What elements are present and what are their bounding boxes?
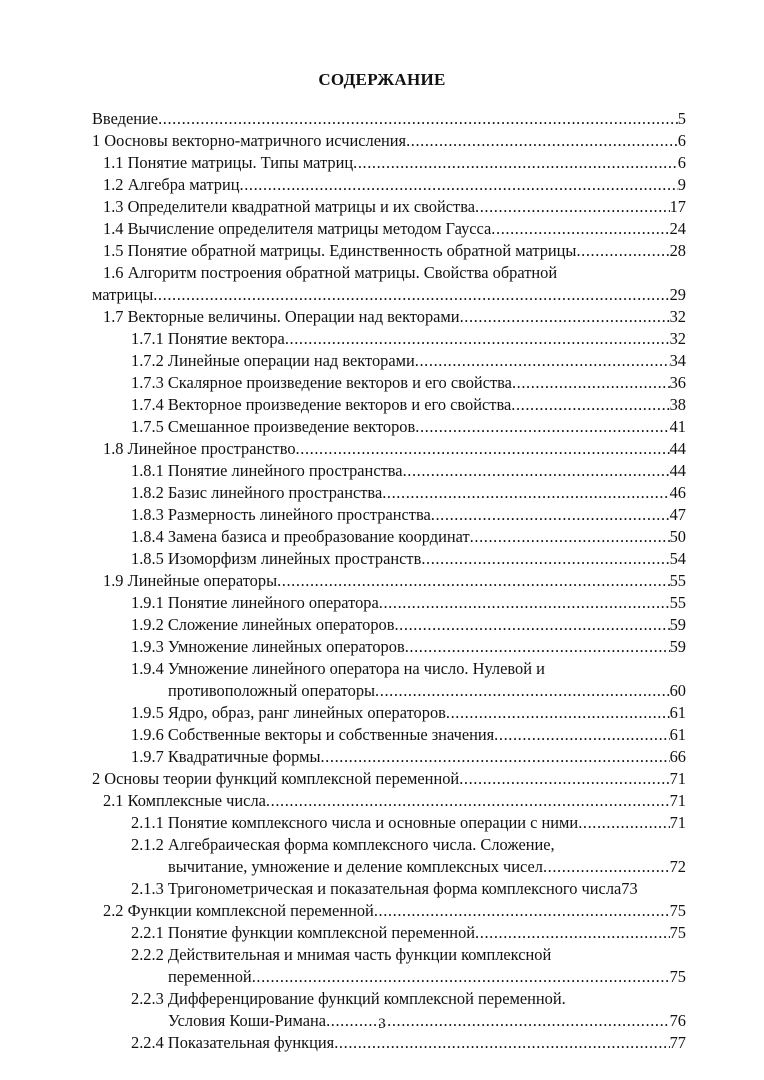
toc-entry[interactable] [92, 284, 686, 306]
toc-entry-title: 1.5 Понятие обратной матрицы. Единственность обратной матрицы [103, 241, 577, 260]
toc-entry-page: 44 [669, 461, 686, 480]
toc-dot-leader [511, 394, 669, 416]
toc-entry-page: 32 [669, 307, 686, 326]
toc-dot-leader [475, 922, 670, 944]
toc-dot-leader [334, 1032, 669, 1054]
toc-entry-line1[interactable] [131, 834, 686, 856]
toc-entry[interactable] [168, 680, 686, 702]
toc-entry-page: 38 [669, 395, 686, 414]
toc-entry-title: 1.9.1 Понятие линейного оператора [131, 593, 379, 612]
toc-entry-page: 71 [669, 813, 686, 832]
toc-dot-leader [403, 460, 670, 482]
toc-entry[interactable] [131, 350, 686, 372]
toc-entry-title: 1.8.3 Размерность линейного пространства [131, 505, 431, 524]
toc-entry-title: 1.9.3 Умножение линейных операторов [131, 637, 405, 656]
toc-entry-page: 32 [669, 329, 686, 348]
toc-entry-title-cont: противоположный операторы [168, 681, 376, 700]
toc-entry[interactable] [131, 746, 686, 768]
toc-entry-page: 9 [677, 175, 686, 194]
toc-dot-leader [405, 636, 670, 658]
toc-entry-title-cont: Условия Коши-Римана [168, 1011, 327, 1030]
toc-dot-leader [406, 130, 678, 152]
toc-entry[interactable] [131, 526, 686, 548]
toc-entry-page: 36 [669, 373, 686, 392]
toc-entry[interactable] [131, 548, 686, 570]
toc-entry-title: 1 Оосновы векторно-матричного исчисления [92, 131, 407, 150]
toc-dot-leader [431, 504, 670, 526]
toc-entry[interactable] [103, 240, 686, 262]
toc-entry-title: 1.9.5 Ядро, образ, ранг линейных операторов [131, 703, 446, 722]
toc-entry-page: 34 [669, 351, 686, 370]
toc-entry-page: 61 [669, 725, 686, 744]
toc-dot-leader [153, 284, 669, 306]
toc-dot-leader [576, 240, 669, 262]
toc-entry-title: 1.9.6 Собственные векторы и собственные значения [131, 725, 495, 744]
toc-entry-page: 46 [669, 483, 686, 502]
toc-entry-title: 1.8.5 Изоморфизм линейных пространств [131, 549, 422, 568]
toc-entry-page: 75 [669, 901, 686, 920]
toc-entry-page: 76 [669, 1011, 686, 1030]
toc-entry-title: 2.1.1 Понятие комплексного числа и основные операции с ними [131, 813, 579, 832]
toc-dot-leader [374, 900, 670, 922]
toc-dot-leader [353, 152, 678, 174]
toc-entry[interactable] [103, 174, 686, 196]
toc-entry-title-cont: переменной [168, 967, 252, 986]
toc-entry-page: 71 [669, 769, 686, 788]
toc-dot-leader [375, 680, 670, 702]
toc-dot-leader [459, 768, 669, 790]
toc-entry-title: 2.1.2 Алгебраическая форма комплексного числа. Сложение, [131, 835, 555, 854]
toc-dot-leader [543, 856, 670, 878]
toc-entry-title: 1.7.5 Смешанное произведение векторов [131, 417, 416, 436]
toc-entry-title: 2.2.3 Дифференцирование функций комплексной переменной. [131, 989, 566, 1008]
toc-dot-leader [446, 702, 670, 724]
toc-dot-leader [415, 350, 670, 372]
toc-entry[interactable] [131, 504, 686, 526]
toc-dot-leader [240, 174, 678, 196]
toc-entry-page: 59 [669, 637, 686, 656]
toc-entry-page: 60 [669, 681, 686, 700]
toc-entry-title: 1.7.4 Векторное произведение векторов и его свойства [131, 395, 512, 414]
toc-entry-line1[interactable] [131, 988, 686, 1010]
toc-entry-page: 75 [669, 923, 686, 942]
toc-entry-page: 54 [669, 549, 686, 568]
toc-entry-title-cont: вычитание, умножение и деление комплексных чисел [168, 857, 543, 876]
toc-entry[interactable] [168, 966, 686, 988]
toc-dot-leader [320, 746, 669, 768]
toc-dot-leader [158, 108, 678, 130]
toc-entry-page: 75 [669, 967, 686, 986]
toc-entry[interactable] [168, 856, 686, 878]
toc-entry-page: 44 [669, 439, 686, 458]
toc-entry-page: 66 [669, 747, 686, 766]
toc-entry-title: 1.2 Алгебра матриц [103, 175, 240, 194]
toc-entry-page: 55 [669, 571, 686, 590]
toc-entry[interactable] [103, 790, 686, 812]
toc-entry-line1[interactable] [103, 262, 686, 284]
toc-entry[interactable] [131, 394, 686, 416]
toc-dot-leader [475, 196, 670, 218]
toc-entry-page: 17 [669, 197, 686, 216]
toc-entry-title: 1.7.2 Линейные операции над векторами [131, 351, 415, 370]
toc-entry[interactable] [131, 724, 686, 746]
toc-entry-page: 6 [677, 153, 686, 172]
toc-entry[interactable] [131, 636, 686, 658]
toc-entry[interactable] [103, 900, 686, 922]
toc-dot-leader [266, 790, 670, 812]
toc-entry-title: 2.1 Комплексные числа [103, 791, 266, 810]
toc-dot-leader [379, 592, 670, 614]
toc-entry[interactable] [131, 922, 686, 944]
toc-dot-leader [512, 372, 670, 394]
toc-entry-title: 2 Основы теории функций комплексной переменной [92, 769, 460, 788]
toc-entry[interactable] [131, 372, 686, 394]
toc-entry[interactable] [131, 592, 686, 614]
toc-entry-title: 2.2.4 Показательная функция [131, 1033, 335, 1052]
toc-entry[interactable] [103, 218, 686, 240]
toc-entry-page: 77 [669, 1033, 686, 1052]
toc-entry-title: 2.2.1 Понятие функции комплексной переменной [131, 923, 476, 942]
toc-entry-title: 1.8 Линейное пространство [103, 439, 296, 458]
toc-dot-leader [494, 724, 669, 746]
toc-entry[interactable] [131, 328, 686, 350]
page-number: 3 [378, 1016, 386, 1032]
toc-entry-title: 1.7.1 Понятие вектора [131, 329, 285, 348]
toc-entry-page: 72 [669, 857, 686, 876]
toc-entry-title: Введение [92, 109, 159, 128]
toc-dot-leader [491, 218, 669, 240]
toc-entry-title: 1.1 Понятие матрицы. Типы матриц [103, 153, 354, 172]
toc-entry-page: 50 [669, 527, 686, 546]
toc-dot-leader [277, 570, 670, 592]
toc-entry-title: 2.2 Функции комплексной переменной [103, 901, 374, 920]
toc-entry[interactable] [103, 438, 686, 460]
toc-entry[interactable] [103, 152, 686, 174]
toc-entry-title: 1.9.2 Сложение линейных операторов [131, 615, 395, 634]
toc-entry-line1[interactable] [131, 944, 686, 966]
toc-entry[interactable] [92, 130, 686, 152]
toc-entry[interactable] [131, 416, 686, 438]
toc-entry[interactable] [131, 460, 686, 482]
toc-entry-page: 71 [669, 791, 686, 810]
toc-entry[interactable] [131, 812, 686, 834]
toc-dot-leader [578, 812, 669, 834]
toc-entry-page: 24 [669, 219, 686, 238]
toc-entry[interactable] [131, 878, 686, 900]
toc-entry-title: 1.9 Линейные операторы [103, 571, 278, 590]
toc-entry[interactable] [131, 1032, 686, 1054]
toc-entry-title: 1.8.1 Понятие линейного пространства [131, 461, 403, 480]
toc-entry-page: 59 [669, 615, 686, 634]
toc-dot-leader [421, 548, 669, 570]
toc-entry[interactable] [131, 482, 686, 504]
toc-entry-title: 1.8.4 Замена базиса и преобразование координат [131, 527, 470, 546]
toc-entry[interactable] [103, 196, 686, 218]
toc-entry[interactable] [103, 570, 686, 592]
toc-entry-page: 61 [669, 703, 686, 722]
toc-entry[interactable] [92, 768, 686, 790]
toc-entry-page: 41 [669, 417, 686, 436]
toc-entry[interactable] [131, 614, 686, 636]
toc-dot-leader [296, 438, 670, 460]
toc-entry-title: 2.1.3 Тригонометрическая и показательная форма комплексного числа [131, 879, 622, 898]
toc-dot-leader [470, 526, 670, 548]
toc-entry-title: 2.2.2 Действительная и мнимая часть функции комплексной [131, 945, 552, 964]
toc-entry-title: 1.6 Алгоритм построения обратной матрицы. Свойства обратной [103, 263, 558, 282]
toc-entry-title: 1.7 Векторные величины. Операции над векторами [103, 307, 460, 326]
toc-entry-page: 73 [621, 879, 638, 898]
toc-entry-title: 1.8.2 Базис линейного пространства [131, 483, 383, 502]
toc-dot-leader [285, 328, 670, 350]
toc-entry[interactable] [103, 306, 686, 328]
toc-entry-title: 1.7.3 Скалярное произведение векторов и его свойства [131, 373, 512, 392]
toc-entry-title: 1.3 Определители квадратной матрицы и их свойства [103, 197, 476, 216]
toc-entry-title: 1.4 Вычисление определителя матрицы методом Гаусса [103, 219, 492, 238]
toc-entry-page: 6 [677, 131, 686, 150]
toc-entry-line1[interactable] [131, 658, 686, 680]
toc-entry[interactable] [92, 108, 686, 130]
toc-dot-leader [460, 306, 670, 328]
toc-entry-title: 1.9.4 Умножение линейного оператора на число. Нулевой и [131, 659, 545, 678]
toc-dot-leader [394, 614, 669, 636]
toc-entry-page: 28 [669, 241, 686, 260]
toc-entry-title: 1.9.7 Квадратичные формы [131, 747, 321, 766]
toc-dot-leader [415, 416, 669, 438]
toc-dot-leader [252, 966, 670, 988]
toc-entry-title-cont: матрицы [92, 285, 154, 304]
toc-dot-leader [382, 482, 669, 504]
toc-entry-page: 29 [669, 285, 686, 304]
toc-entry-page: 5 [677, 109, 686, 128]
toc-entry[interactable] [131, 702, 686, 724]
toc-entry-page: 47 [669, 505, 686, 524]
page-title: СОДЕРЖАНИЕ [318, 70, 446, 89]
toc-entry-page: 55 [669, 593, 686, 612]
